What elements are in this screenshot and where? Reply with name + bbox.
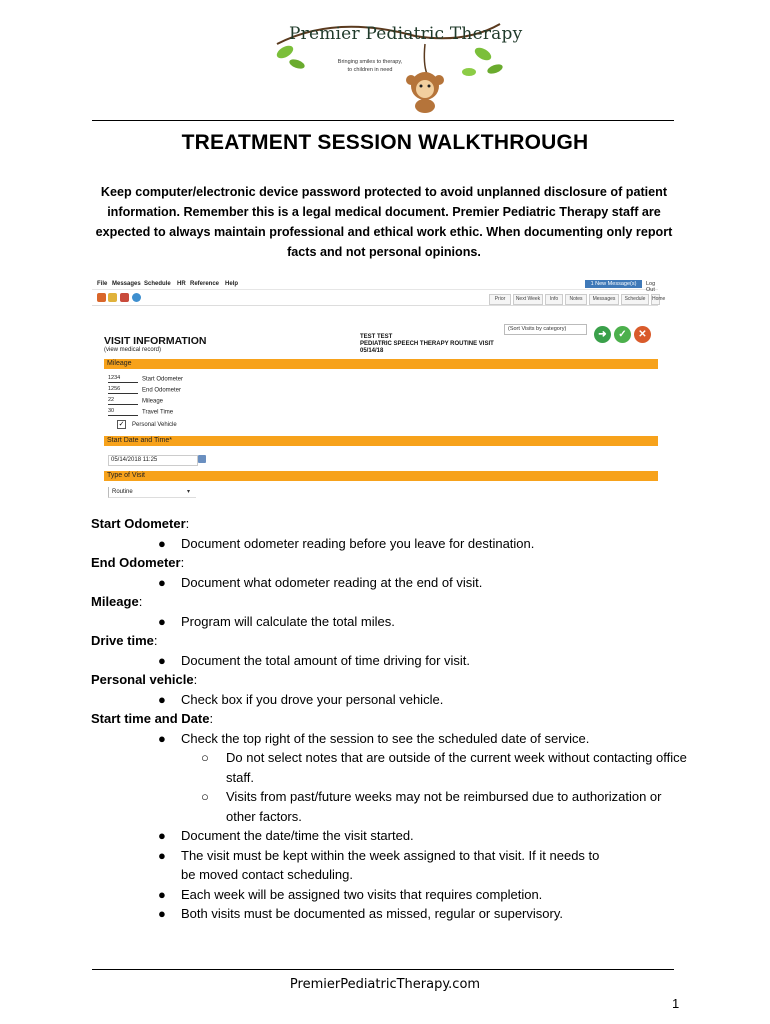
start-datetime-input[interactable]: 05/14/2018 11:25 [108,455,198,466]
section-label: Start time and Date: [91,711,214,726]
header-divider [92,120,674,121]
category-select[interactable]: (Sort Visits by category) [504,324,587,335]
menu-bar [92,279,658,293]
page-title: TREATMENT SESSION WALKTHROUGH [181,131,589,154]
end-odometer-label: End Odometer [142,387,182,394]
mileage-row [108,397,163,405]
section-label: Drive time: [91,633,158,648]
globe-icon[interactable] [132,293,141,302]
start-odometer-label: Start Odometer [142,376,184,383]
prior-button[interactable]: Prior [489,294,511,305]
emr-screenshot [92,279,666,504]
list-item: ● Each week will be assigned two visits that requires completion. [158,886,543,902]
mileage-row [108,386,181,394]
section-label: Personal vehicle: [91,672,198,687]
list-item: ● Document what odometer reading at the end of visit. [158,574,483,590]
menu-messages[interactable]: Messages [112,281,141,287]
mileage-input[interactable]: 22 [108,397,138,405]
list-item: ● Document odometer reading before you leave for destination. [158,535,535,551]
list-item: ● The visit must be kept within the week assigned to that visit. If it needs to be moved contact scheduling. [158,847,600,882]
schedule-button[interactable]: Schedule [621,294,649,305]
visit-type: PEDIATRIC SPEECH THERAPY ROUTINE VISIT [360,341,494,347]
type-of-visit-select[interactable]: Routine [108,487,196,498]
menu-help[interactable]: Help [225,281,239,287]
section-label: End Odometer: [91,555,185,570]
sub-list-item: ○ Visits from past/future weeks may not be reimbursed due to authorization or other factors. [201,789,662,824]
messages-button[interactable]: Messages [589,294,619,305]
visit-date: 05/14/18 [360,348,384,354]
patient-name: TEST TEST [360,334,393,340]
next-week-button[interactable]: Next Week [513,294,543,305]
start-odometer-input[interactable]: 1234 [108,375,138,383]
logo-title: Premier Pediatric Therapy [289,24,523,44]
logo-tagline: Bringing smiles to therapy, to children in need [337,59,403,73]
message-notification[interactable]: 1 New Message(s) [585,280,642,288]
visit-information-title: VISIT INFORMATION [104,335,207,347]
menu-schedule[interactable]: Schedule [144,281,171,287]
mileage-label: Mileage [142,398,164,405]
mileage-row [108,408,173,416]
footer-website: PremierPediatricTherapy.com [289,977,481,992]
check-icon[interactable]: ✓ [614,326,631,343]
mileage-row [108,375,183,383]
forward-icon[interactable]: ➜ [594,326,611,343]
footer-divider [92,969,674,970]
logout-link[interactable]: Log Out [646,281,656,293]
menu-reference[interactable]: Reference [190,281,220,287]
end-odometer-input[interactable]: 1256 [108,386,138,394]
mileage-section-header: Mileage [104,359,658,369]
travel-time-input[interactable]: 30 [108,408,138,416]
page-number: 1 [672,996,680,1011]
company-logo [275,14,523,114]
sub-list-item: ○ Do not select notes that are outside of the current week without contacting office staff. [201,750,687,785]
personal-vehicle-checkbox[interactable]: ✓ [118,421,125,428]
section-label: Mileage: [91,594,143,609]
personal-vehicle-label: Personal Vehicle [132,422,177,428]
list-item: ● Both visits must be documented as missed, regular or supervisory. [158,906,563,921]
home-icon[interactable] [97,293,106,302]
menu-hr[interactable]: HR [177,281,186,287]
instructions [91,514,691,924]
toolbar [92,291,666,306]
mail-icon[interactable] [108,293,117,302]
close-icon[interactable]: ✕ [634,326,651,343]
list-item: ● Check box if you drove your personal vehicle. [158,691,444,707]
chevron-down-icon: ▾ [187,489,191,495]
intro-paragraph: Keep computer/electronic device password protected to avoid unplanned disclosure of patient information. Remember this is a legal medical document. Premier Pediatric Therapy staff are expected to always maintain professional and ethical work ethic. When documenting only report facts and not personal opinions. [95,185,673,259]
list-item: ● Program will calculate the total miles. [158,613,395,629]
menu-file[interactable]: File [97,281,108,287]
list-item: ● Document the date/time the visit started. [158,828,414,843]
start-date-section-header: Start Date and Time* [104,436,658,446]
visit-header-info [360,334,494,355]
list-item: ● Check the top right of the session to see the scheduled date of service. [158,730,590,746]
list-item: ● Document the total amount of time driving for visit. [158,652,471,668]
section-label: Start Odometer: [91,516,190,531]
view-medical-record-link[interactable]: (view medical record) [104,347,162,353]
type-of-visit-section-header: Type of Visit [104,471,658,481]
calendar-icon[interactable] [198,455,206,463]
info-button[interactable]: Info [545,294,563,305]
notes-button[interactable]: Notes [565,294,587,305]
home-button[interactable]: Home [651,294,660,305]
tools-icon[interactable] [120,293,129,302]
travel-time-label: Travel Time [142,409,174,416]
